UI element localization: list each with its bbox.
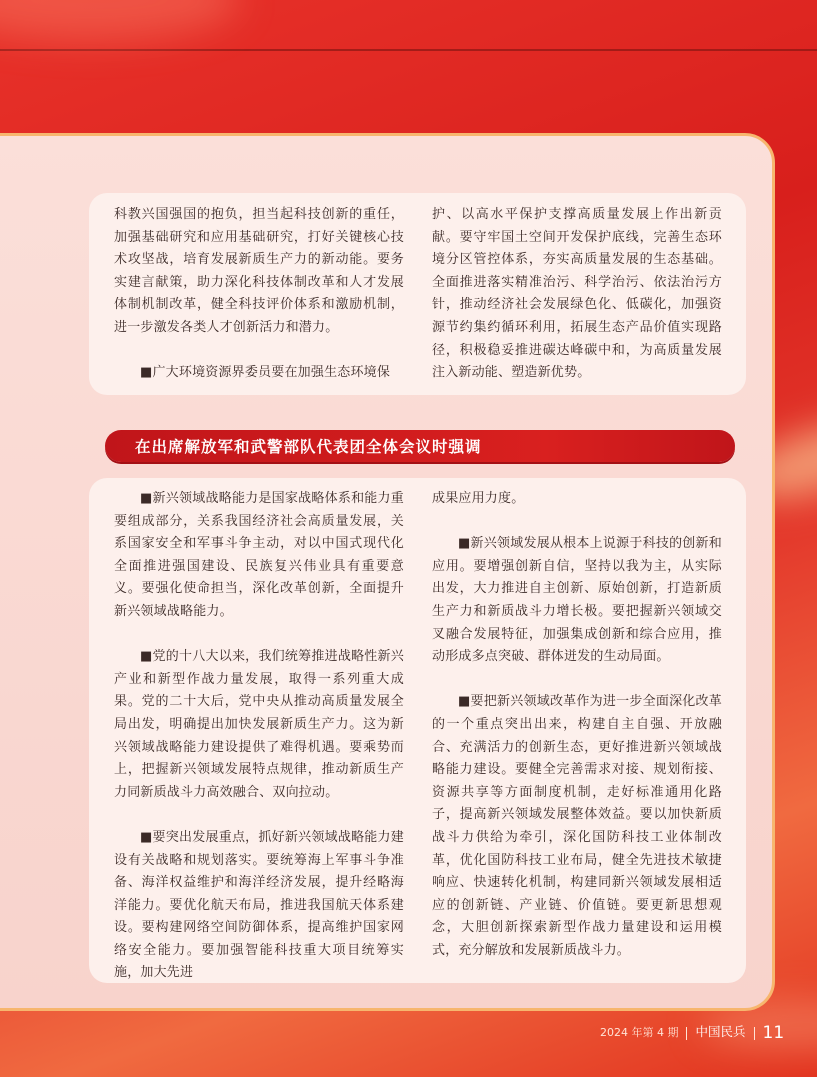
page-number: 11	[762, 1023, 785, 1043]
paragraph: ■要突出发展重点，抓好新兴领域战略能力建设有关战略和规划落实。要统筹海上军事斗争准备、海洋权益维护和海洋经济发展，提升经略海洋能力。要优化航天布局，推进我国航天体系建设。要构建网络空间防御体系，提高维护国家网络安全能力。要加强智能科技重大项目统筹实施，加大先进	[114, 829, 404, 981]
text-card-main	[89, 478, 746, 983]
header-rule	[0, 49, 817, 51]
issue-label: 2024 年第 4 期	[600, 1026, 679, 1039]
decor-glow	[0, 0, 240, 40]
page-footer	[600, 1022, 784, 1043]
paragraph: 护、以高水平保护支撑高质量发展上作出新贡献。要守牢国土空间开发保护底线，完善生态环境分区管控体系，夯实高质量发展的生态基础。全面推进落实精准治污、科学治污、依法治污方针，推动经济社会发展绿色化、低碳化，加强资源节约集约循环利用，拓展生态产品价值实现路径，积极稳妥推进碳达峰碳中和，为高质量发展注入新动能、塑造新优势。	[432, 207, 722, 381]
column-right	[432, 204, 722, 385]
magazine-name: 中国民兵	[695, 1024, 746, 1039]
column-left	[114, 488, 404, 985]
paragraph: ■新兴领域战略能力是国家战略体系和能力重要组成部分，关系我国经济社会高质量发展，关系国家安全和军事斗争主动，对以中国式现代化全面推进强国建设、民族复兴伟业具有重要意义。要强化使命担当，深化改革创新，全面提升新兴领域战略能力。	[114, 491, 404, 619]
paragraph: 成果应用力度。	[432, 491, 525, 506]
divider	[686, 1027, 687, 1040]
paragraph: ■党的十八大以来，我们统筹推进战略性新兴产业和新型作战力量发展，取得一系列重大成果。党的二十大后，党中央从推动高质量发展全局出发，明确提出加快发展新质生产力。这为新兴领域战略能力建设提供了难得机遇。要乘势而上，把握新兴领域发展特点规律，推动新质生产力同新质战斗力高效融合、双向拉动。	[114, 649, 404, 800]
paragraph: ■广大环境资源界委员要在加强生态环境保	[140, 365, 391, 381]
paragraph: 科教兴国强国的抱负，担当起科技创新的重任，加强基础研究和应用基础研究，打好关键核心技术攻坚战，培育发展新质生产力的新动能。要务实建言献策，助力深化科技体制改革和人才发展体制机制改革，健全科技评价体系和激励机制，进一步激发各类人才创新活力和潜力。	[114, 207, 404, 335]
section-banner	[105, 430, 735, 462]
paragraph: ■要把新兴领域改革作为进一步全面深化改革的一个重点突出出来，构建自主自强、开放融合、充满活力的创新生态，更好推进新兴领域战略能力建设。要健全完善需求对接、规划衔接、资源共享等方面制度机制，走好标准通用化路子，提高新兴领域发展整体效益。要以加快新质战斗力供给为牵引，深化国防科技工业体制改革，优化国防科技工业布局，健全先进技术敏捷响应、快速转化机制，构建同新兴领域发展相适应的创新链、产业链、价值链。要更新思想观念，大胆创新探索新型作战力量建设和运用模式，充分解放和发展新质战斗力。	[432, 694, 722, 958]
divider	[754, 1027, 755, 1040]
column-left	[114, 204, 404, 385]
column-right	[432, 488, 722, 962]
section-title: 在出席解放军和武警部队代表团全体会议时强调	[135, 438, 482, 456]
text-card-top	[89, 193, 746, 395]
paragraph: ■新兴领域发展从根本上说源于科技的创新和应用。要增强创新自信，坚持以我为主，从实际出发，大力推进自主创新、原始创新，打造新质生产力和新质战斗力增长极。要把握新兴领域交叉融合发展特征，加强集成创新和综合应用，推动形成多点突破、群体迸发的生动局面。	[432, 536, 722, 665]
